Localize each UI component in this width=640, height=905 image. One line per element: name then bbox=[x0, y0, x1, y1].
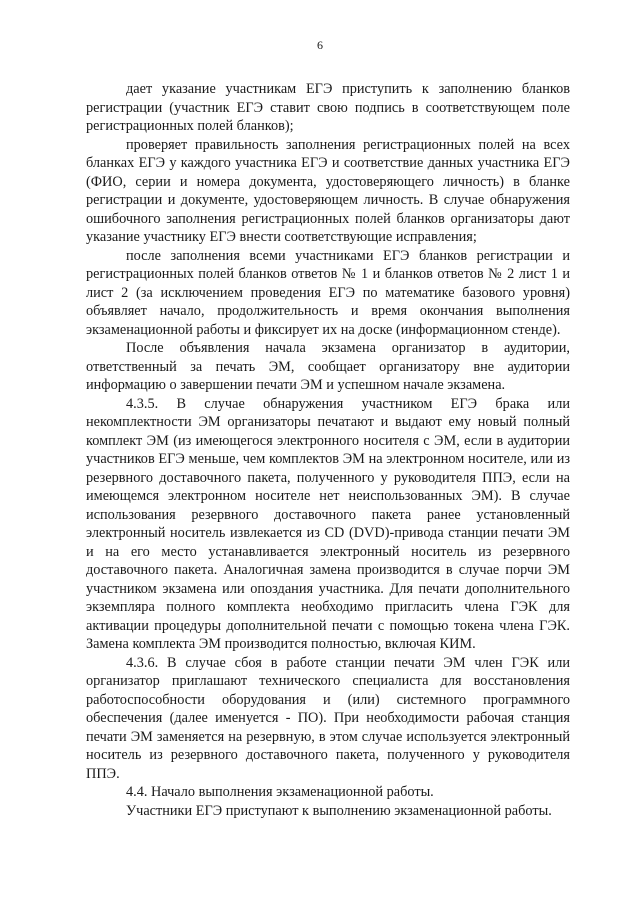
paragraph-instruction-registration: дает указание участникам ЕГЭ приступить к заполнению бланков регистрации (участник ЕГЭ ставит свою подпись в соответствующем поле регистрационных полей бланков); bbox=[86, 81, 570, 134]
document-body bbox=[86, 80, 570, 820]
page-number: 6 bbox=[317, 38, 323, 52]
section-heading-4-4: 4.4. Начало выполнения экзаменационной работы. bbox=[126, 784, 434, 800]
paragraph-4-3-6: 4.3.6. В случае сбоя в работе станции печати ЭМ член ГЭК или организатор приглашают технического специалиста для восстановления работоспособности оборудования и (или) системного программного обеспечения (далее именуется - ПО). При необходимости рабочая станция печати ЭМ заменяется на резервную, в этом случае используется электронный носитель из резервного доставочного пакета, полученного у руководителя ППЭ. bbox=[86, 654, 570, 782]
paragraph-inform-organizer: После объявления начала экзамена организатор в аудитории, ответственный за печать ЭМ, сообщает организатору вне аудитории информацию о завершении печати ЭМ и успешном начале экзамена. bbox=[86, 340, 570, 393]
paragraph-check-registration: проверяет правильность заполнения регистрационных полей на всех бланках ЕГЭ у каждого участника ЕГЭ и соответствие данных участника ЕГЭ (ФИО, серии и номера документа, удостоверяющего личность) в бланке регистрации и документе, удостоверяющем личность. В случае обнаружения ошибочного заполнения регистрационных полей бланков организаторы дают указание участнику ЕГЭ внести соответствующие исправления; bbox=[86, 136, 570, 245]
paragraph-announce-start: после заполнения всеми участниками ЕГЭ бланков регистрации и регистрационных полей бланков ответов № 1 и бланков ответов № 2 лист 1 и лист 2 (за исключением проведения ЕГЭ по математике базового уровня) объявляет начало, продолжительность и время окончания выполнения экзаменационной работы и фиксирует их на доске (информационном стенде). bbox=[86, 247, 570, 338]
paragraph-4-3-5: 4.3.5. В случае обнаружения участником ЕГЭ брака или некомплектности ЭМ организаторы печатают и выдают ему новый полный комплект ЭМ (из имеющегося электронного носителя с ЭМ, если в аудитории участников ЕГЭ меньше, чем комплектов ЭМ на электронном носителе, или из резервного доставочного пакета, полученного у руководителя ППЭ, если на имеющемся электронном носителе нет неиспользованных ЭМ). В случае использования резервного доставочного пакета ранее установленный электронный носитель извлекается из CD (DVD)-привода станции печати ЭМ и на его место устанавливается электронный носитель из резервного доставочного пакета. Аналогичная замена производится в случае порчи ЭМ участником экзамена или опоздания участника. Для печати дополнительного экземпляра полного комплекта необходимо пригласить члена ГЭК для активации процедуры дополнительной печати с помощью токена члена ГЭК. Замена комплекта ЭМ производится полностью, включая КИМ. bbox=[86, 395, 570, 652]
paragraph-participants-start: Участники ЕГЭ приступают к выполнению экзаменационной работы. bbox=[126, 802, 552, 819]
